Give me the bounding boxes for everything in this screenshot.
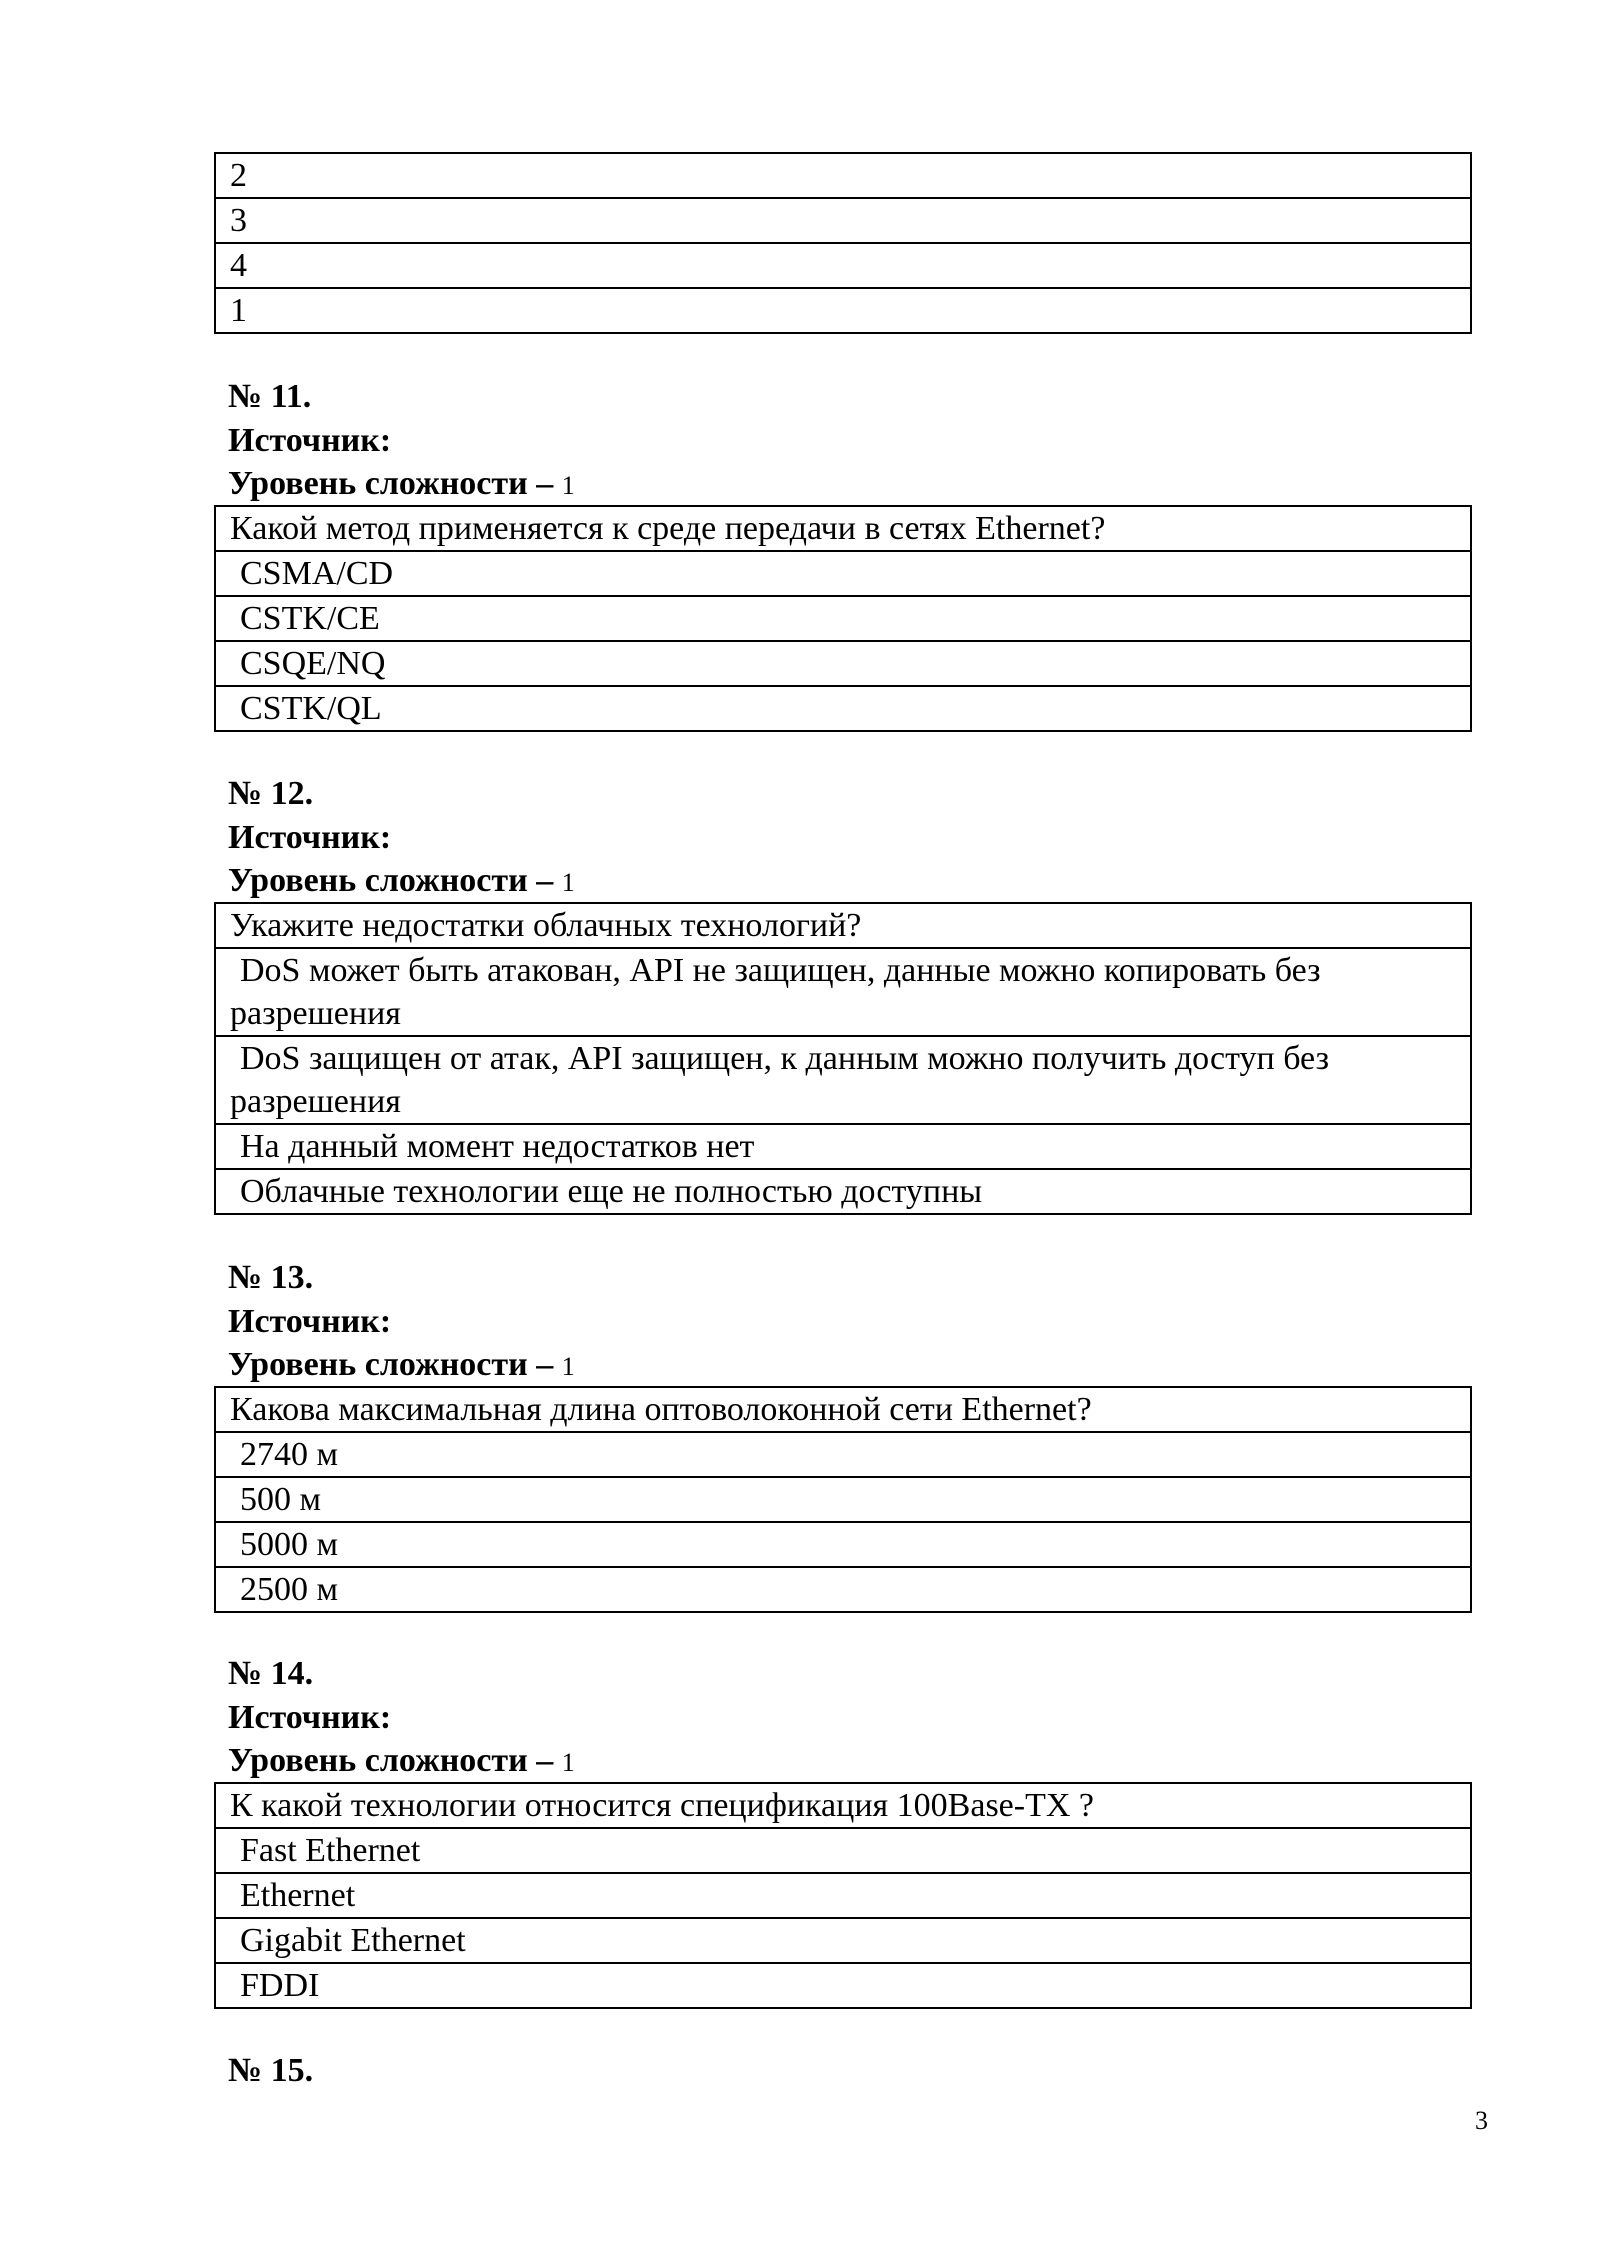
source-label: Источник:: [228, 1698, 392, 1736]
question-table-14: [214, 1782, 1472, 2009]
question-text: Укажите недостатки облачных технологий?: [215, 903, 1471, 948]
difficulty-label: Уровень сложности –: [228, 1742, 554, 1779]
answer-option: 2500 м: [215, 1567, 1471, 1612]
table-row: [215, 1828, 1471, 1873]
table-row: [215, 1918, 1471, 1963]
question-table-11: [214, 505, 1472, 732]
table-row: [215, 243, 1471, 288]
answer-option: CSQE/NQ: [215, 641, 1471, 686]
answer-cell: 2: [215, 153, 1471, 198]
table-row: [215, 198, 1471, 243]
table-row: [215, 596, 1471, 641]
answer-option: DoS защищен от атак, API защищен, к данным можно получить доступ без разрешения: [215, 1036, 1471, 1124]
difficulty-label: Уровень сложности –: [228, 465, 554, 502]
table-row: [215, 1783, 1471, 1828]
question-text: Какова максимальная длина оптоволоконной сети Ethernet?: [215, 1387, 1471, 1432]
answer-option: CSTK/QL: [215, 686, 1471, 731]
answer-option: 5000 м: [215, 1522, 1471, 1567]
continued-answer-table: [214, 152, 1472, 334]
difficulty-line: [228, 859, 575, 905]
table-row: [215, 288, 1471, 333]
table-row: [215, 1432, 1471, 1477]
question-header-13: [228, 1256, 575, 1389]
question-number: № 15.: [228, 2052, 314, 2089]
difficulty-label: Уровень сложности –: [228, 862, 554, 899]
table-row: [215, 1477, 1471, 1522]
question-header-14: [228, 1652, 575, 1785]
source-label: Источник:: [228, 1302, 392, 1340]
question-table-13: [214, 1386, 1472, 1613]
table-row: [215, 903, 1471, 948]
table-row: [215, 686, 1471, 731]
table-row: [215, 1567, 1471, 1612]
table-row: [215, 1873, 1471, 1918]
question-number: № 14.: [228, 1655, 314, 1692]
table-row: [215, 641, 1471, 686]
difficulty-line: [228, 1739, 575, 1785]
answer-option: 2740 м: [215, 1432, 1471, 1477]
answer-option: DoS может быть атакован, API не защищен, данные можно копировать без разрешения: [215, 948, 1471, 1036]
question-header-12: [228, 772, 575, 905]
difficulty-level: 1: [561, 1748, 575, 1777]
table-row: [215, 948, 1471, 1036]
table-row: [215, 153, 1471, 198]
table-row: [215, 1387, 1471, 1432]
table-row: [215, 1124, 1471, 1169]
question-header-11: [228, 375, 575, 508]
answer-cell: 1: [215, 288, 1471, 333]
difficulty-level: 1: [561, 868, 575, 897]
table-row: [215, 551, 1471, 596]
table-row: [215, 506, 1471, 551]
difficulty-line: [228, 462, 575, 508]
difficulty-line: [228, 1343, 575, 1389]
question-text: Какой метод применяется к среде передачи в сетях Ethernet?: [215, 506, 1471, 551]
question-text: К какой технологии относится спецификация 100Base-TX ?: [215, 1783, 1471, 1828]
table-row: [215, 1036, 1471, 1124]
table-row: [215, 1963, 1471, 2008]
difficulty-level: 1: [561, 471, 575, 500]
question-number: № 13.: [228, 1259, 314, 1296]
question-number: № 12.: [228, 775, 314, 812]
answer-option: CSMA/CD: [215, 551, 1471, 596]
answer-option: Gigabit Ethernet: [215, 1918, 1471, 1963]
answer-option: Fast Ethernet: [215, 1828, 1471, 1873]
answer-cell: 3: [215, 198, 1471, 243]
difficulty-level: 1: [561, 1352, 575, 1381]
answer-option: CSTK/CE: [215, 596, 1471, 641]
answer-option: FDDI: [215, 1963, 1471, 2008]
answer-option: Ethernet: [215, 1873, 1471, 1918]
answer-option: На данный момент недостатков нет: [215, 1124, 1471, 1169]
source-label: Источник:: [228, 818, 392, 856]
table-row: [215, 1169, 1471, 1214]
difficulty-label: Уровень сложности –: [228, 1346, 554, 1383]
answer-cell: 4: [215, 243, 1471, 288]
page-number: 3: [1475, 2106, 1488, 2135]
source-label: Источник:: [228, 421, 392, 459]
question-table-12: [214, 902, 1472, 1215]
answer-option: Облачные технологии еще не полностью доступны: [215, 1169, 1471, 1214]
question-number: № 11.: [228, 378, 312, 415]
answer-option: 500 м: [215, 1477, 1471, 1522]
question-header-15: [228, 2049, 313, 2093]
table-row: [215, 1522, 1471, 1567]
